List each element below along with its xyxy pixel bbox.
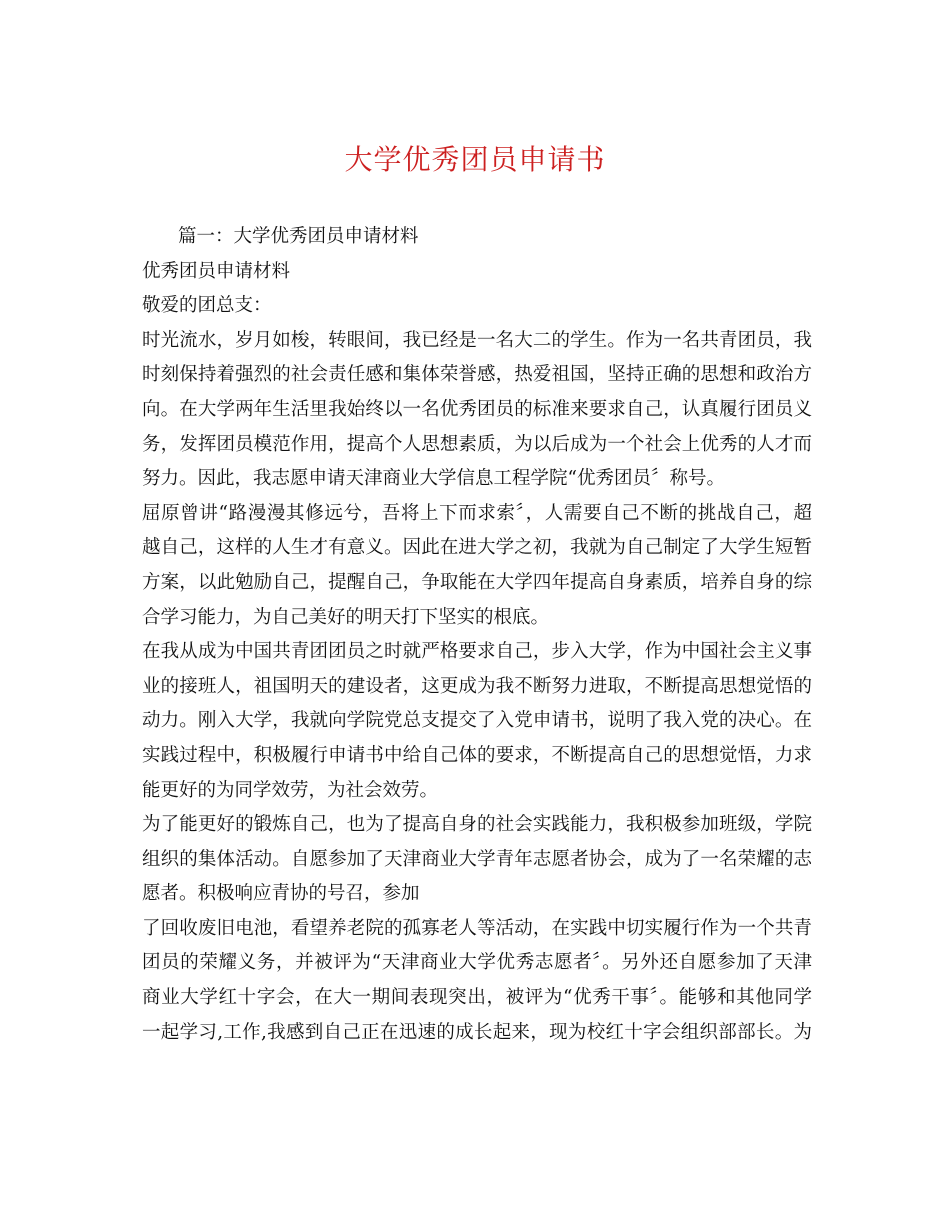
material-heading: 优秀团员申请材料	[142, 260, 291, 282]
text-line: 一起学习,工作,我感到自己正在迅速的成长起来，现为校红十字会组织部部长。为	[142, 1021, 812, 1043]
section-heading: 篇一：大学优秀团员申请材料	[178, 226, 419, 247]
text-line: 方案，以此勉励自己，提醒自己，争取能在大学四年提高自身素质，培养自身的综	[142, 571, 812, 593]
salutation: 敬爱的团总支：	[142, 295, 272, 317]
text-line: 动力。刚入大学，我就向学院党总支提交了入党申请书，说明了我入党的决心。在	[142, 710, 812, 732]
text-line: 越自己，这样的人生才有意义。因此在进大学之初，我就为自己制定了大学生短暂	[142, 537, 812, 559]
text-line: 在我从成为中国共青团团员之时就严格要求自己，步入大学，作为中国社会主义事	[142, 641, 812, 663]
text-line: 了回收废旧电池，看望养老院的孤寡老人等活动，在实践中切实履行作为一个共青	[142, 917, 812, 939]
text-line: 时刻保持着强烈的社会责任感和集体荣誉感，热爱祖国，坚持正确的思想和政治方	[142, 364, 812, 386]
text-line: 团员的荣耀义务，并被评为“天津商业大学优秀志愿者〞。另外还自愿参加了天津	[142, 952, 812, 974]
text-line: 愿者。积极响应青协的号召，参加	[142, 883, 420, 905]
text-line: 务，发挥团员模范作用，提高个人思想素质，为以后成为一个社会上优秀的人才而	[142, 433, 812, 455]
text-line: 商业大学红十字会，在大一期间表现突出，被评为“优秀干事〞。能够和其他同学	[142, 987, 812, 1009]
text-line: 努力。因此，我志愿申请天津商业大学信息工程学院“优秀团员〞称号。	[142, 468, 725, 490]
text-line: 屈原曾讲“路漫漫其修远兮，吾将上下而求索〞，人需要自己不断的挑战自己，超	[142, 502, 812, 524]
text-line: 为了能更好的锻炼自己，也为了提高自身的社会实践能力，我积极参加班级，学院	[142, 814, 812, 836]
text-line: 业的接班人，祖国明天的建设者，这更成为我不断努力进取，不断提高思想觉悟的	[142, 675, 812, 697]
document-body	[142, 220, 812, 1050]
text-line: 能更好的为同学效劳，为社会效劳。	[142, 779, 439, 801]
text-line: 组织的集体活动。自愿参加了天津商业大学青年志愿者协会，成为了一名荣耀的志	[142, 848, 812, 870]
text-line: 实践过程中，积极履行申请书中给自己体的要求，不断提高自己的思想觉悟，力求	[142, 744, 812, 766]
text-line: 合学习能力，为自己美好的明天打下坚实的根底。	[142, 606, 550, 628]
text-line: 时光流水，岁月如梭，转眼间，我已经是一名大二的学生。作为一名共青团员，我	[142, 329, 812, 351]
document-title: 大学优秀团员申请书	[344, 143, 606, 176]
text-line: 向。在大学两年生活里我始终以一名优秀团员的标准来要求自己，认真履行团员义	[142, 398, 812, 420]
